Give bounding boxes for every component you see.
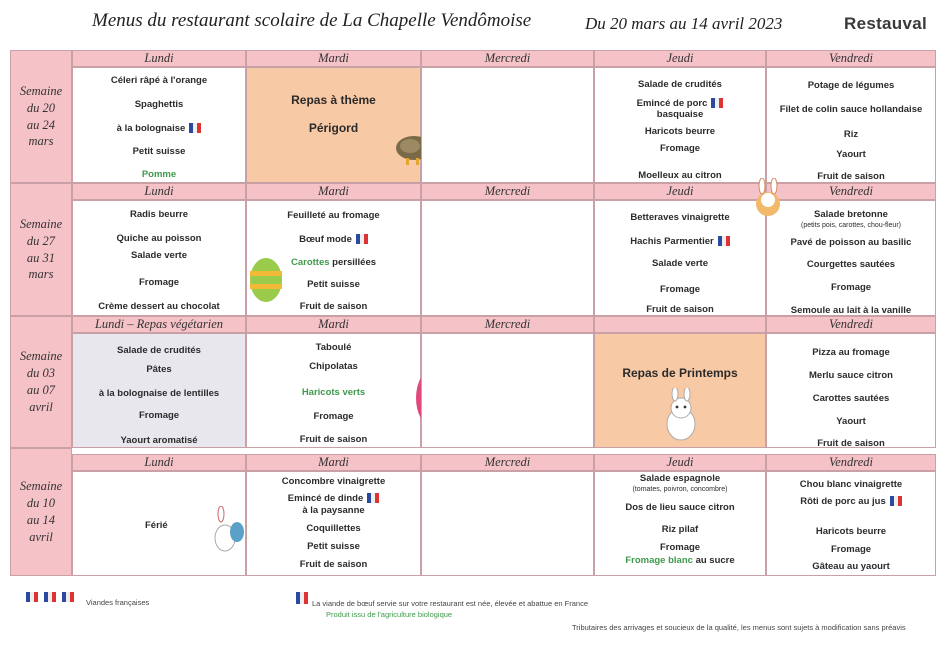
menu-item: Courgettes sautées [806, 259, 896, 270]
menu-item: Petit suisse [307, 279, 360, 290]
day-header: Lundi [72, 183, 246, 200]
week-label: Semaine du 03 au 07 avril [10, 316, 72, 448]
menu-item: à la bolognaise [73, 123, 245, 134]
legend-viandes: Viandes françaises [86, 598, 150, 607]
day-header: Mardi [246, 50, 421, 67]
bunny-icon [211, 506, 247, 554]
week-label: Semaine du 27 au 31 mars [10, 183, 72, 316]
menu-item: Fromage [313, 411, 354, 422]
menu-item: Fruit de saison [817, 438, 885, 449]
day-header: Mercredi [421, 316, 594, 333]
menu-item: Bœuf mode [247, 234, 420, 245]
french-meat-flag-icon [367, 493, 379, 503]
menu-cell-mardi [246, 200, 421, 316]
legend-note: Tributaires des arrivages et soucieux de la qualité, les menus sont sujets à modification sans préavis [572, 623, 906, 632]
menu-item: Potage de légumes [807, 80, 895, 91]
day-header: Vendredi [766, 316, 936, 333]
menu-item: Emincé de porc [595, 98, 765, 109]
day-header: Mercredi [421, 183, 594, 200]
menu-item: Chou blanc vinaigrette [799, 479, 903, 490]
menu-item: basquaise [656, 109, 704, 120]
french-meat-flag-icon [26, 590, 78, 604]
french-meat-flag-icon [296, 592, 310, 604]
menu-item: Salade de crudités [117, 345, 201, 356]
menu-cell-vendredi [766, 67, 936, 183]
menu-item: Fromage [659, 284, 701, 295]
menu-item: Betteraves vinaigrette [630, 212, 730, 223]
menu-item: Yaourt aromatisé [120, 435, 198, 446]
menu-cell-jeudi [594, 67, 766, 183]
menu-item: Fromage blanc au sucre [625, 555, 735, 566]
week-label: Semaine du 10 au 14 avril [10, 448, 72, 576]
menu-item: Pavé de poisson au basilic [790, 237, 912, 248]
french-meat-flag-icon [890, 496, 902, 506]
menu-item: Fromage [830, 544, 872, 555]
menu-item: Coquillettes [306, 523, 361, 534]
menu-item: Riz pilaf [661, 524, 699, 535]
menu-cell-mardi-theme [246, 67, 421, 183]
easter-egg-icon [249, 257, 283, 303]
menu-cell-lundi-vegetarien [72, 333, 246, 448]
menu-item: Petit suisse [132, 146, 186, 157]
logo-text: Restauval [844, 14, 928, 33]
french-meat-flag-icon [711, 98, 723, 108]
menu-cell-vendredi [766, 471, 936, 576]
french-meat-flag-icon [718, 236, 730, 246]
menu-item: Spaghettis [134, 99, 184, 110]
menu-item: Fromage [138, 410, 180, 421]
bunny-icon [750, 178, 786, 218]
menu-cell-lundi [72, 471, 246, 576]
menu-item: Radis beurre [129, 209, 189, 220]
theme-subtitle: Périgord [308, 121, 359, 135]
day-header: Jeudi [594, 183, 766, 200]
day-header: Vendredi [766, 183, 936, 200]
theme-title: Repas de Printemps [622, 366, 738, 380]
bunny-icon [661, 388, 701, 442]
menu-item: Riz [843, 129, 859, 140]
menu-item: Salade verte [131, 250, 187, 261]
menu-item: Carottes persillées [290, 257, 377, 268]
day-header: Jeudi [594, 50, 766, 67]
menu-item: Chipolatas [309, 361, 358, 372]
menu-cell-lundi [72, 200, 246, 316]
day-header: Mardi [246, 454, 421, 471]
menu-item: Fromage [659, 143, 701, 154]
french-meat-flag-icon [189, 123, 201, 133]
menu-cell-jeudi-theme [594, 333, 766, 448]
menu-item: Yaourt [836, 149, 866, 160]
legend-bio: Produit issu de l'agriculture biologique [326, 610, 453, 619]
menu-grid [10, 50, 936, 578]
menu-cell-mercredi [421, 67, 594, 183]
day-header [594, 316, 766, 333]
menu-item: Haricots beurre [815, 526, 887, 537]
menu-item-bio: Pomme [141, 169, 177, 180]
menu-item: Quiche au poisson [116, 233, 202, 244]
menu-cell-lundi [72, 67, 246, 183]
menu-item: Hachis Parmentier [595, 236, 765, 247]
menu-item: Petit suisse [307, 541, 360, 552]
menu-item: Taboulé [315, 342, 352, 353]
menu-item: Salade verte [652, 258, 708, 269]
menu-item: Fromage [138, 277, 180, 288]
menu-item: Fruit de saison [817, 171, 885, 182]
menu-item: Fruit de saison [299, 434, 368, 445]
menu-item: Salade bretonne (petits pois, carottes, chou-fleur) [801, 209, 901, 229]
menu-item: Yaourt [836, 416, 866, 427]
menu-item: Filet de colin sauce hollandaise [779, 104, 923, 115]
menu-cell-vendredi [766, 200, 936, 316]
menu-item-bio: Haricots verts [301, 387, 366, 398]
theme-title: Repas à thème [291, 93, 376, 107]
day-header: Mardi [246, 316, 421, 333]
menu-item: Dos de lieu sauce citron [625, 502, 735, 513]
menu-item: Fromage [659, 542, 701, 553]
menu-item: Fruit de saison [299, 559, 368, 570]
day-header: Lundi [72, 50, 246, 67]
menu-cell-mardi [246, 333, 421, 448]
week-label: Semaine du 20 au 24 mars [10, 50, 72, 183]
day-header: Lundi – Repas végétarien [72, 316, 246, 333]
day-header: Lundi [72, 454, 246, 471]
menu-item: Semoule au lait à la vanille [790, 305, 912, 316]
menu-cell-mercredi [421, 200, 594, 316]
menu-item: Feuilleté au fromage [287, 210, 380, 221]
menu-item: Carottes sautées [812, 393, 890, 404]
menu-item: Fruit de saison [646, 304, 714, 315]
menu-cell-mardi [246, 471, 421, 576]
menu-item: Férié [145, 520, 168, 531]
legend-boeuf: La viande de bœuf servie sur votre restaurant est née, élevée et abattue en France [312, 599, 588, 608]
menu-item: Emincé de dinde [247, 493, 420, 504]
menu-item: à la bolognaise de lentilles [98, 388, 220, 399]
menu-item: à la paysanne [302, 505, 365, 516]
menu-item: Fromage [830, 282, 872, 293]
menu-item: Rôti de porc au jus [767, 496, 935, 507]
menu-item: Fruit de saison [299, 301, 368, 312]
menu-item: Moelleux au citron [638, 170, 722, 181]
menu-item: Pizza au fromage [812, 347, 890, 358]
restauval-logo [840, 10, 932, 46]
menu-item: Crème dessert au chocolat [98, 301, 220, 312]
menu-item: Salade espagnole (tomates, poivron, concombre) [632, 473, 728, 493]
menu-item: Pâtes [146, 364, 172, 375]
legend-flags [26, 590, 78, 609]
date-range: Du 20 mars au 14 avril 2023 [585, 14, 783, 33]
menu-cell-mercredi [421, 333, 594, 448]
day-header: Vendredi [766, 50, 936, 67]
menu-item: Haricots beurre [644, 126, 716, 137]
menu-cell-jeudi [594, 200, 766, 316]
day-header: Vendredi [766, 454, 936, 471]
day-header: Jeudi [594, 454, 766, 471]
menu-item: Concombre vinaigrette [281, 476, 386, 487]
menu-item: Merlu sauce citron [809, 370, 893, 381]
menu-cell-mercredi [421, 471, 594, 576]
menu-cell-jeudi [594, 471, 766, 576]
menu-item: Gâteau au yaourt [812, 561, 890, 572]
day-header: Mercredi [421, 50, 594, 67]
day-header: Mercredi [421, 454, 594, 471]
menu-item: Céleri râpé à l'orange [110, 75, 208, 86]
menu-item: Salade de crudités [638, 79, 722, 90]
menu-cell-vendredi [766, 333, 936, 448]
page-title: Menus du restaurant scolaire de La Chapelle Vendômoise [92, 10, 532, 31]
french-meat-flag-icon [356, 234, 368, 244]
day-header: Mardi [246, 183, 421, 200]
